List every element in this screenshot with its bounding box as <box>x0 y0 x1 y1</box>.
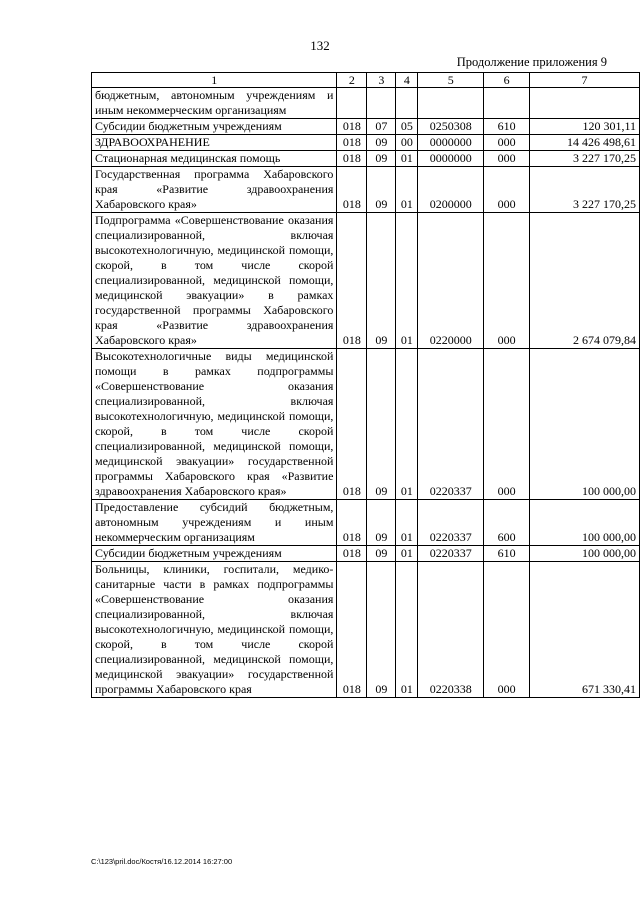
table-row <box>92 500 640 546</box>
row-name-cell: Предоставление субсидий бюджетным, автономным учреждениям и иным некоммерческим организациям <box>92 500 337 546</box>
target-article-cell: 0000000 <box>418 151 484 167</box>
target-article-cell: 0220337 <box>418 349 484 500</box>
row-name-cell: Государственная программа Хабаровского края «Развитие здравоохранения Хабаровского края» <box>92 167 337 213</box>
header-cell: 1 <box>92 73 337 88</box>
ministry-code-cell: 018 <box>337 167 367 213</box>
table-row <box>92 151 640 167</box>
target-article-cell: 0220000 <box>418 213 484 349</box>
amount-cell: 3 227 170,25 <box>530 151 640 167</box>
section-code-cell: 09 <box>367 349 396 500</box>
row-name-cell: бюджетным, автономным учреждениям и иным некоммерческим организациям <box>92 88 337 119</box>
amount-cell: 120 301,11 <box>530 119 640 135</box>
amount-cell: 100 000,00 <box>530 500 640 546</box>
row-name-cell: Высокотехнологичные виды медицинской помощи в рамках подпрограммы «Совершенствование оказания специализированной, включая высокотехнологичную, медицинской помощи, скорой, в том числе скорой специализированной, медицинской помощи, медицинской эвакуации» государственной программы Хабаровского края «Развитие здравоохранения Хабаровского края» <box>92 349 337 500</box>
table-row <box>92 119 640 135</box>
subsection-code-cell: 01 <box>396 500 418 546</box>
subsection-code-cell: 01 <box>396 213 418 349</box>
header-cell: 2 <box>337 73 367 88</box>
table-row <box>92 213 640 349</box>
budget-table <box>91 72 640 698</box>
subsection-code-cell: 01 <box>396 546 418 562</box>
expense-type-cell: 000 <box>484 349 530 500</box>
ministry-code-cell: 018 <box>337 213 367 349</box>
section-code-cell: 09 <box>367 213 396 349</box>
subsection-code-cell: 01 <box>396 167 418 213</box>
expense-type-cell: 000 <box>484 562 530 698</box>
amount-cell: 100 000,00 <box>530 349 640 500</box>
section-code-cell <box>367 88 396 119</box>
target-article-cell <box>418 88 484 119</box>
row-name-cell: Больницы, клиники, госпитали, медико-санитарные части в рамках подпрограммы «Совершенствование оказания специализированной, включая высокотехнологичную, медицинской помощи, скорой, в том числе скорой специализированной, медицинской помощи, медицинской эвакуации» государственной программы Хабаровского края <box>92 562 337 698</box>
target-article-cell: 0250308 <box>418 119 484 135</box>
ministry-code-cell: 018 <box>337 562 367 698</box>
ministry-code-cell: 018 <box>337 135 367 151</box>
expense-type-cell: 000 <box>484 151 530 167</box>
expense-type-cell: 600 <box>484 500 530 546</box>
section-code-cell: 09 <box>367 167 396 213</box>
target-article-cell: 0200000 <box>418 167 484 213</box>
target-article-cell: 0220338 <box>418 562 484 698</box>
subsection-code-cell: 00 <box>396 135 418 151</box>
page-number: 132 <box>310 38 330 53</box>
header-cell: 5 <box>418 73 484 88</box>
row-name-cell: Стационарная медицинская помощь <box>92 151 337 167</box>
row-name-cell: ЗДРАВООХРАНЕНИЕ <box>92 135 337 151</box>
amount-cell <box>530 88 640 119</box>
subsection-code-cell: 01 <box>396 562 418 698</box>
section-code-cell: 09 <box>367 562 396 698</box>
section-code-cell: 09 <box>367 151 396 167</box>
subsection-code-cell <box>396 88 418 119</box>
amount-cell: 2 674 079,84 <box>530 213 640 349</box>
target-article-cell: 0000000 <box>418 135 484 151</box>
expense-type-cell <box>484 88 530 119</box>
ministry-code-cell: 018 <box>337 500 367 546</box>
table-row <box>92 88 640 119</box>
table-row <box>92 546 640 562</box>
expense-type-cell: 000 <box>484 213 530 349</box>
section-code-cell: 09 <box>367 500 396 546</box>
file-path-footer: C:\123\pril.doc/Костя/16.12.2014 16:27:00 <box>91 857 233 866</box>
target-article-cell: 0220337 <box>418 546 484 562</box>
section-code-cell: 09 <box>367 135 396 151</box>
section-code-cell: 09 <box>367 546 396 562</box>
ministry-code-cell: 018 <box>337 349 367 500</box>
ministry-code-cell: 018 <box>337 546 367 562</box>
subsection-code-cell: 01 <box>396 151 418 167</box>
row-name-cell: Субсидии бюджетным учреждениям <box>92 546 337 562</box>
header-cell: 7 <box>530 73 640 88</box>
section-code-cell: 07 <box>367 119 396 135</box>
header-cell: 4 <box>396 73 418 88</box>
header-cell: 6 <box>484 73 530 88</box>
expense-type-cell: 610 <box>484 546 530 562</box>
expense-type-cell: 000 <box>484 135 530 151</box>
row-name-cell: Подпрограмма «Совершенствование оказания специализированной, включая высокотехнологичную, медицинской помощи, скорой, в том числе скорой специализированной, медицинской помощи, медицинской эвакуации» в рамках государственной программы Хабаровского края «Развитие здравоохранения Хабаровского края» <box>92 213 337 349</box>
ministry-code-cell <box>337 88 367 119</box>
subsection-code-cell: 01 <box>396 349 418 500</box>
table-row <box>92 167 640 213</box>
expense-type-cell: 000 <box>484 167 530 213</box>
table-row <box>92 135 640 151</box>
amount-cell: 3 227 170,25 <box>530 167 640 213</box>
amount-cell: 100 000,00 <box>530 546 640 562</box>
amount-cell: 671 330,41 <box>530 562 640 698</box>
table-header-row <box>92 73 640 88</box>
amount-cell: 14 426 498,61 <box>530 135 640 151</box>
ministry-code-cell: 018 <box>337 119 367 135</box>
table-row <box>92 349 640 500</box>
expense-type-cell: 610 <box>484 119 530 135</box>
appendix-continuation: Продолжение приложения 9 <box>456 55 607 69</box>
subsection-code-cell: 05 <box>396 119 418 135</box>
header-cell: 3 <box>367 73 396 88</box>
row-name-cell: Субсидии бюджетным учреждениям <box>92 119 337 135</box>
table-row <box>92 562 640 698</box>
ministry-code-cell: 018 <box>337 151 367 167</box>
target-article-cell: 0220337 <box>418 500 484 546</box>
